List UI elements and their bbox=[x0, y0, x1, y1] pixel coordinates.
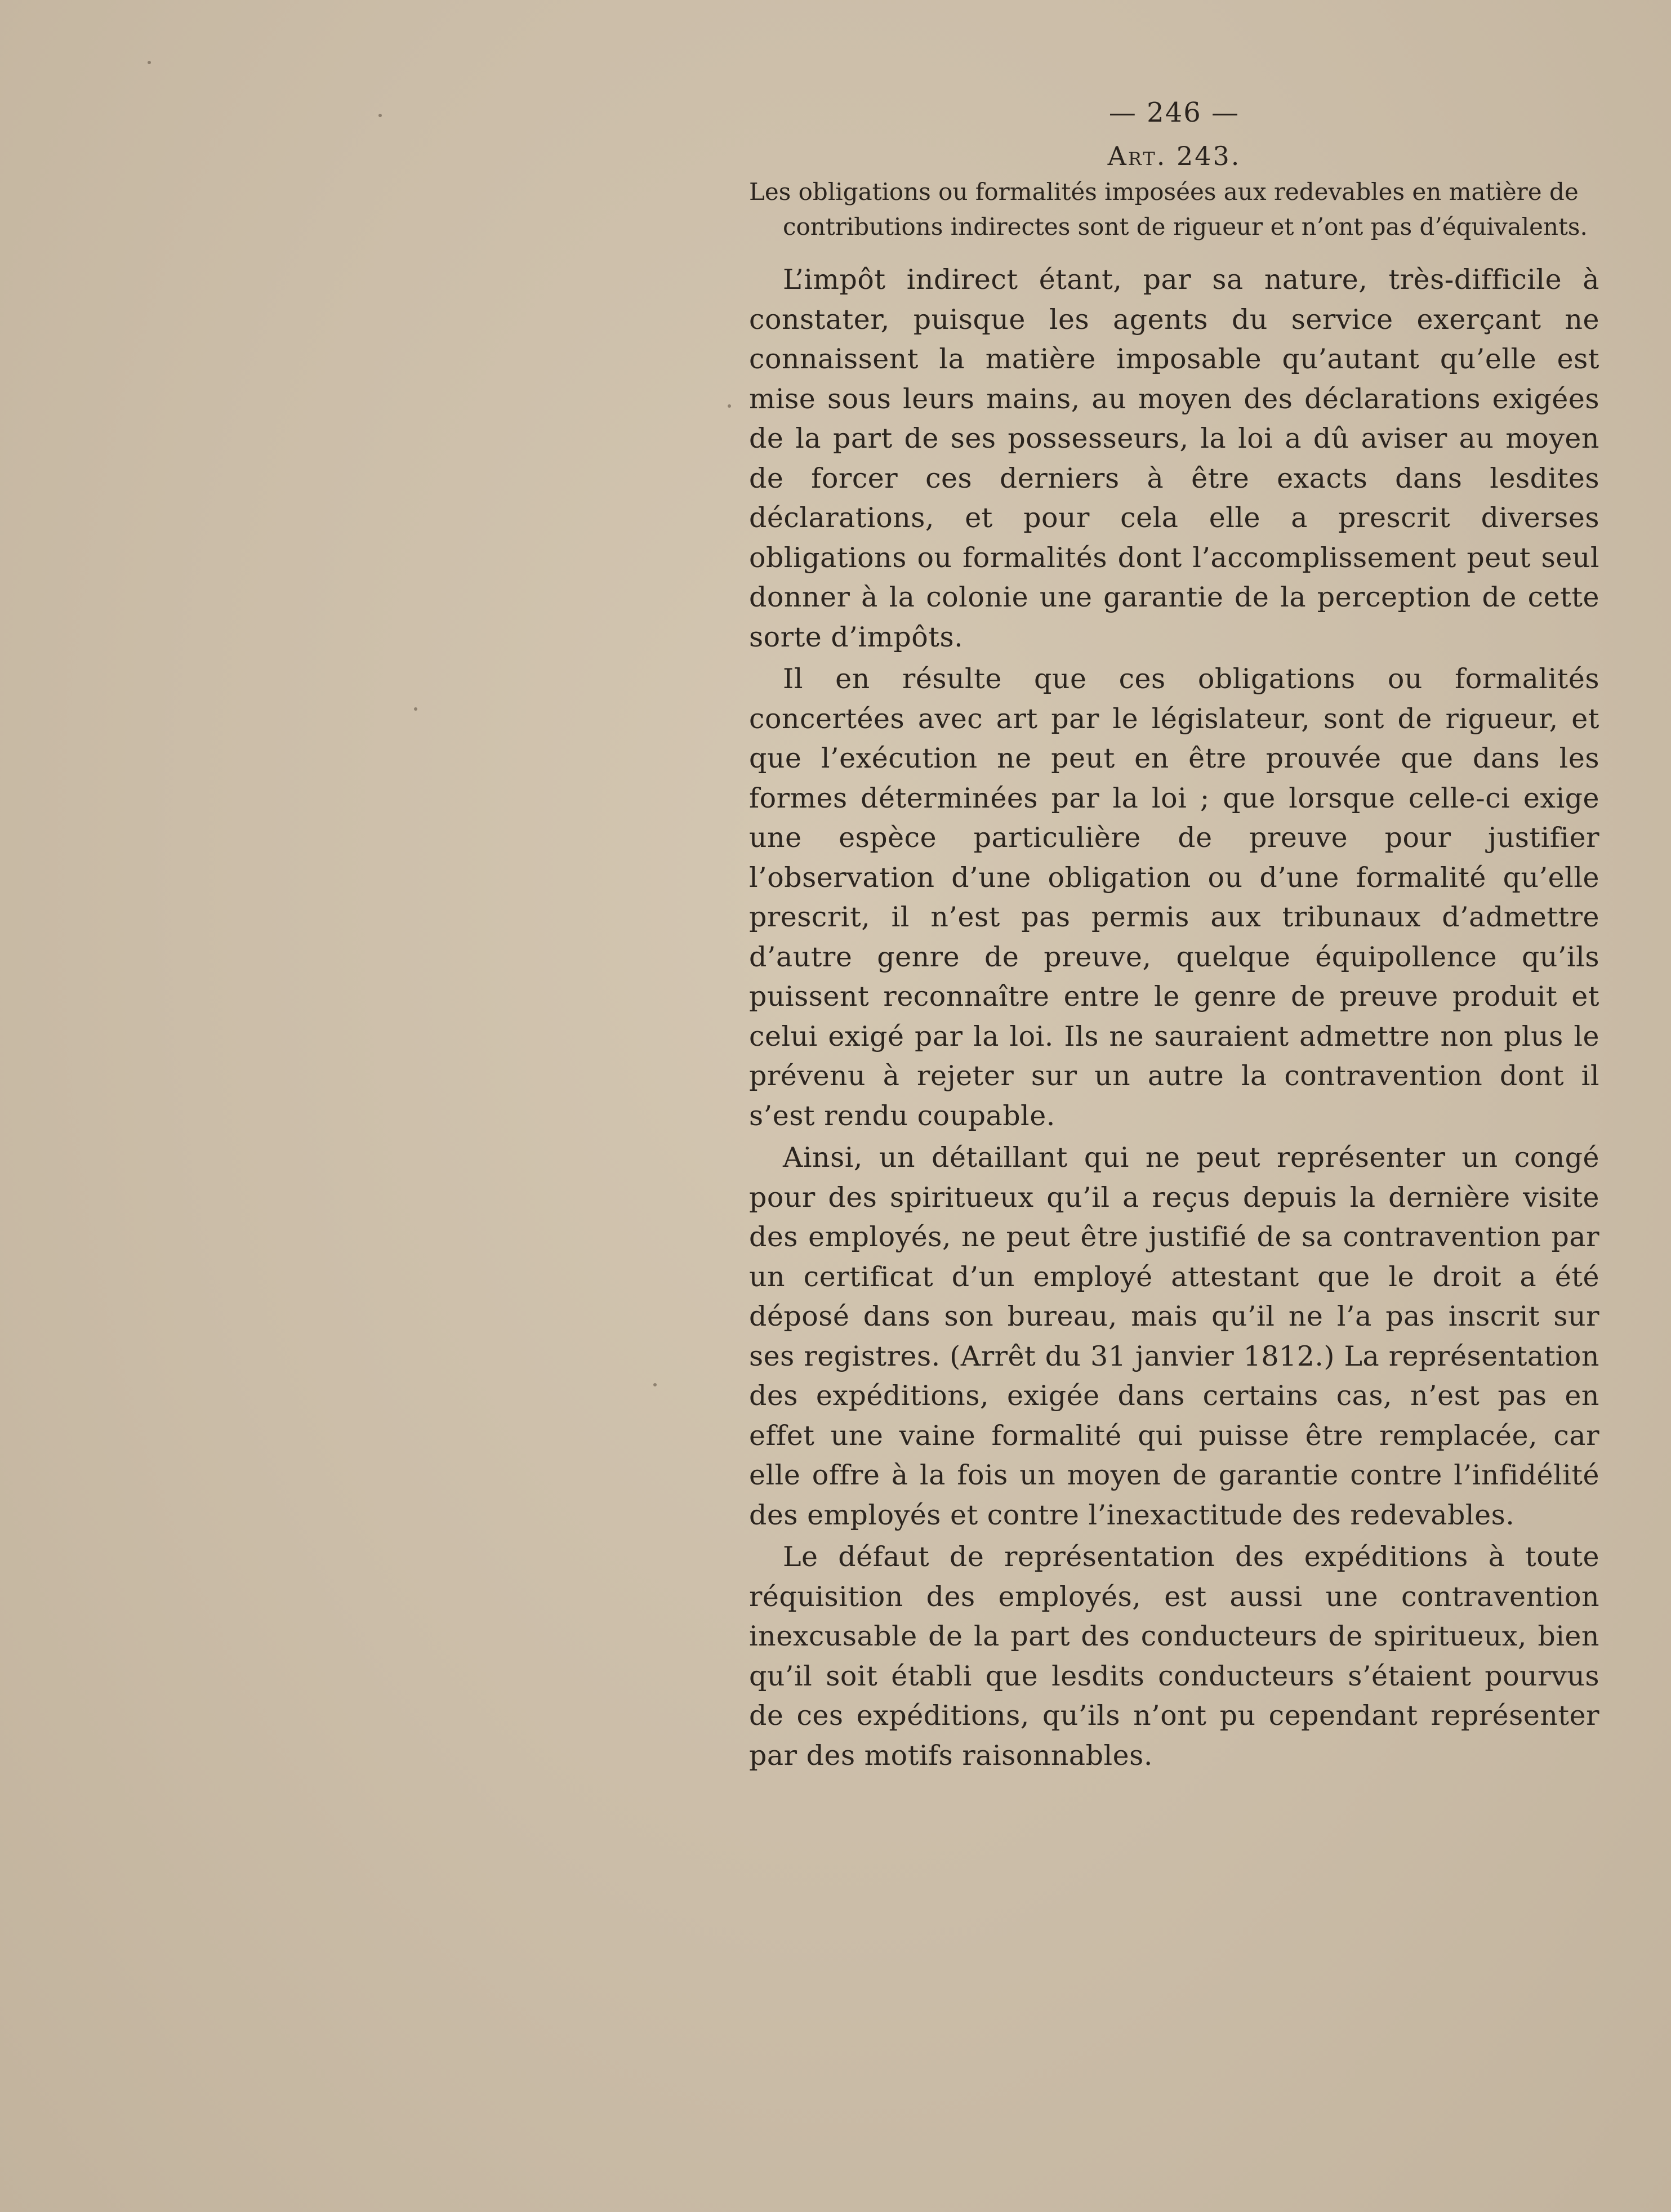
summary-line: Les obligations ou formalités imposées aux redevables en matière de bbox=[749, 178, 1579, 206]
article-summary bbox=[749, 175, 1599, 244]
summary-line: contributions indirectes sont de rigueur et n’ont pas d’équivalents. bbox=[783, 213, 1588, 240]
body-paragraph: Le défaut de représentation des expéditions à toute réquisition des employés, est aussi une contravention inexcusable de la part des conducteurs de spiritueux, bien qu’il soit établi que lesdits conducteurs s’étaient pourvus de ces expéditions, qu’ils n’ont pu cependant représenter par des motifs raisonnables. bbox=[749, 1541, 1599, 1772]
body-paragraph: Il en résulte que ces obligations ou formalités concertées avec art par le législateur, sont de rigueur, et que l’exécution ne peut en être prouvée que dans les formes déterminées par la loi ; que lorsque celle-ci exige une espèce particulière de preuve pour justifier l’observation d’une obligation ou d’une formalité qu’elle prescrit, il n’est pas permis aux tribunaux d’admettre d’autre genre de preuve, quelque équipollence qu’ils puissent reconnaître entre le genre de preuve produit et celui exigé par la loi. Ils ne sauraient admettre non plus le prévenu à rejeter sur un autre la contravention dont il s’est rendu coupable. bbox=[749, 663, 1599, 1132]
article-title: Art. 243. bbox=[1107, 141, 1241, 171]
ink-speck bbox=[728, 404, 731, 408]
text-column bbox=[749, 96, 1599, 1778]
ink-speck bbox=[653, 1383, 657, 1386]
ink-speck bbox=[378, 114, 382, 117]
body-paragraph: L’impôt indirect étant, par sa nature, très-difficile à constater, puisque les agents du service exerçant ne connaissent la matière imposable qu’autant qu’elle est mise sous leurs mains, au moyen des déclarations exigées de la part de ses possesseurs, la loi a dû aviser au moyen de forcer ces derniers à être exacts dans lesdites déclarations, et pour cela elle a prescrit diverses obligations ou formalités dont l’accomplissement peut seul donner à la colonie une garantie de la perception de cette sorte d’impôts. bbox=[749, 264, 1599, 653]
ink-speck bbox=[414, 707, 417, 711]
page-number: — 246 — bbox=[1108, 97, 1240, 128]
body-paragraph: Ainsi, un détaillant qui ne peut représenter un congé pour des spiritueux qu’il a reçus depuis la dernière visite des employés, ne peut être justifié de sa contravention par un certificat d’un employé attestant que le droit a été déposé dans son bureau, mais qu’il ne l’a pas inscrit sur ses registres. (Arrêt du 31 janvier 1812.) La représentation des expéditions, exigée dans certains cas, n’est pas en effet une vaine formalité qui puisse être remplacée, car elle offre à la fois un moyen de garantie contre l’infidélité des employés et contre l’inexactitude des redevables. bbox=[749, 1141, 1599, 1531]
ink-speck bbox=[148, 61, 151, 64]
